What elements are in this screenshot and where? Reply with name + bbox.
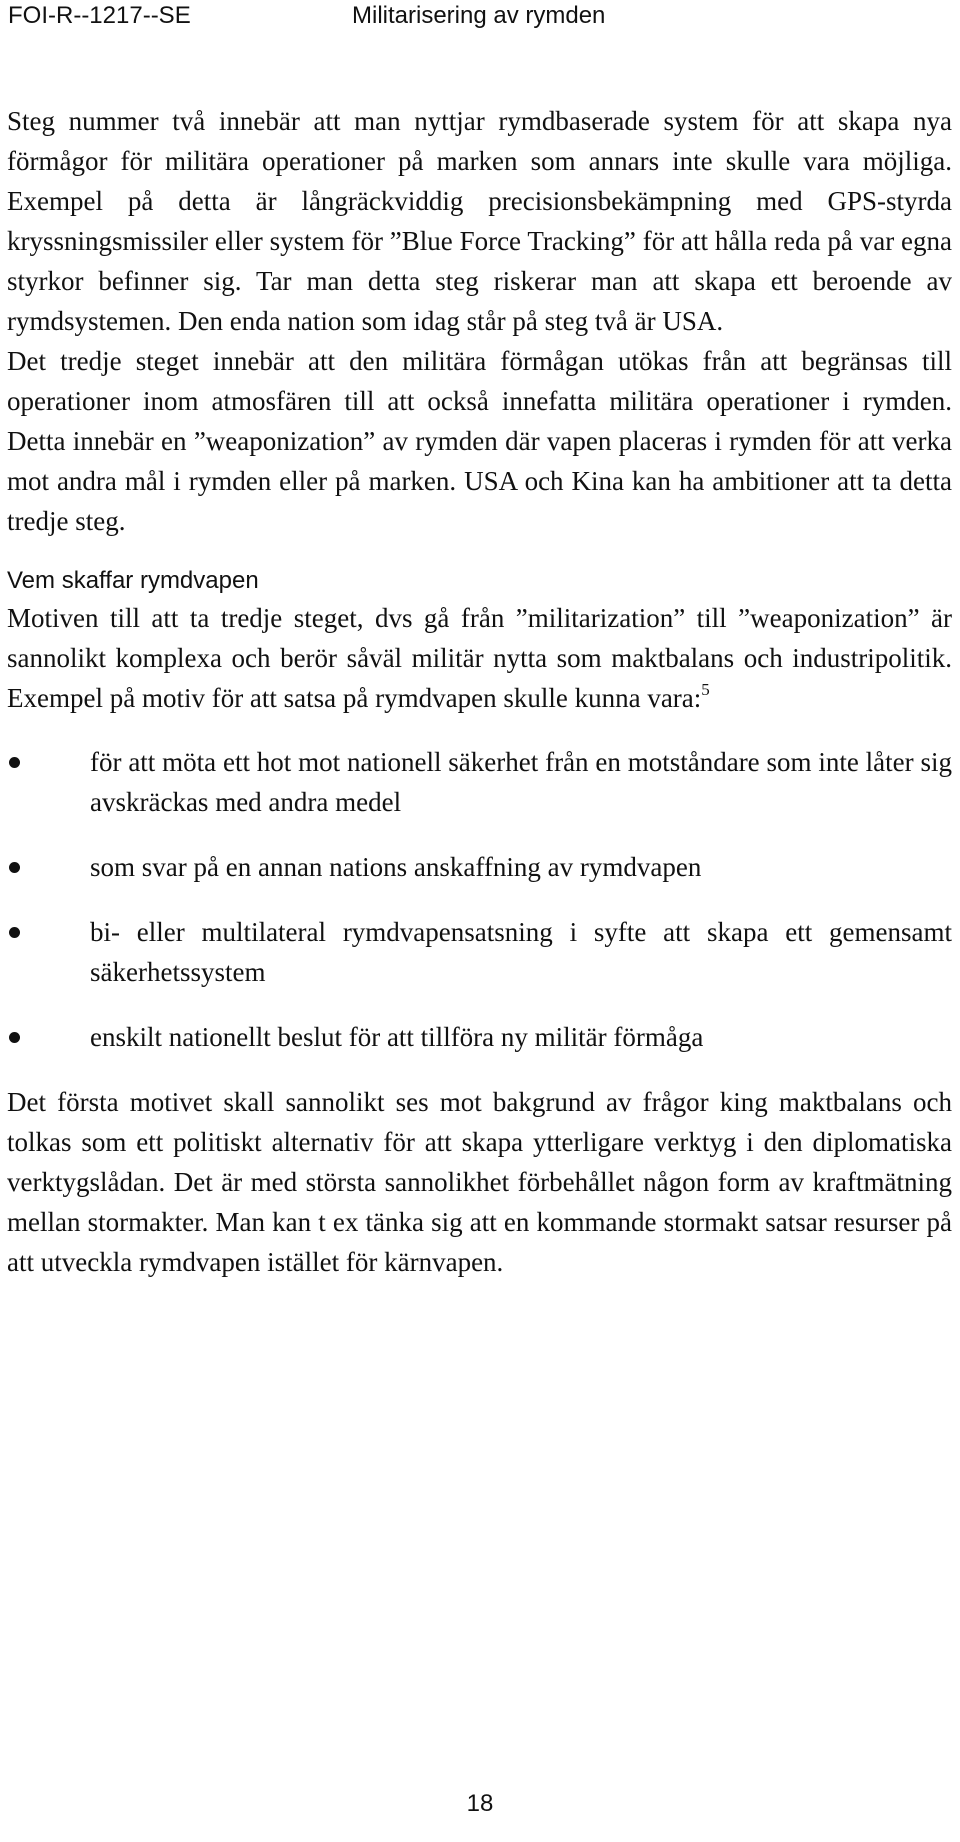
list-item [7,742,952,822]
document-id: FOI-R--1217--SE [8,2,191,29]
list-item-text: för att möta ett hot mot nationell säkerhet från en motståndare som inte låter sig avskräckas med andra medel [90,747,952,817]
list-item-text: enskilt nationellt beslut för att tillföra ny militär förmåga [90,1022,704,1052]
bullet-icon [9,757,20,768]
bullet-icon [9,927,20,938]
list-item [7,912,952,992]
paragraph-motives-text: Motiven till att ta tredje steget, dvs gå från ”militarization” till ”weaponization” är sannolikt komplexa och berör såväl militär nytta som maktbalans och industripolitik. Exempel på motiv för att satsa på rymdvapen skulle kunna vara: [7,603,952,713]
paragraph-motives [7,598,952,718]
bullet-icon [9,862,20,873]
page-header [8,2,952,36]
list-item-text: som svar på en annan nations anskaffning av rymdvapen [90,852,702,882]
bullet-icon [9,1032,20,1043]
paragraph-first-motive: Det första motivet skall sannolikt ses mot bakgrund av frågor king maktbalans och tolkas som ett politiskt alternativ för att skapa ytterligare verktyg i den diplomatiska verktygslådan. Det är med största sannolikhet förbehållet någon form av kraftmätning mellan stormakter. Man kan t ex tänka sig att en kommande stormakt satsar resurser på att utveckla rymdvapen istället för kärnvapen. [7,1087,952,1277]
paragraph-step-two: Steg nummer två innebär att man nyttjar rymdbaserade system för att skapa nya förmågor för militära operationer på marken som annars inte skulle vara möjliga. Exempel på detta är långräckviddig precisionsbekämpning med GPS-styrda kryssningsmissiler eller system för ”Blue Force Tracking” för att hålla reda på var egna styrkor befinner sig. Tar man detta steg riskerar man att skapa ett beroende av rymdsystemen. Den enda nation som idag står på steg två är USA. [7,106,952,336]
footnote-marker: 5 [701,680,710,699]
motive-list [7,742,952,1057]
paragraph-step-three: Det tredje steget innebär att den militära förmågan utökas från att begränsas till operationer inom atmosfären till att också innefatta militära operationer i rymden. Detta innebär en ”weaponization” av rymden där vapen placeras i rymden för att verka mot andra mål i rymden eller på marken. USA och Kina kan ha ambitioner att ta detta tredje steg. [7,346,952,536]
running-title: Militarisering av rymden [352,2,606,29]
list-item [7,847,952,887]
list-item [7,1017,952,1057]
section-heading: Vem skaffar rymdvapen [7,567,259,594]
list-item-text: bi- eller multilateral rymdvapensatsning i syfte att skapa ett gemensamt säkerhetssystem [90,917,952,987]
page-number: 18 [466,1790,494,1817]
page-content [7,101,952,1282]
